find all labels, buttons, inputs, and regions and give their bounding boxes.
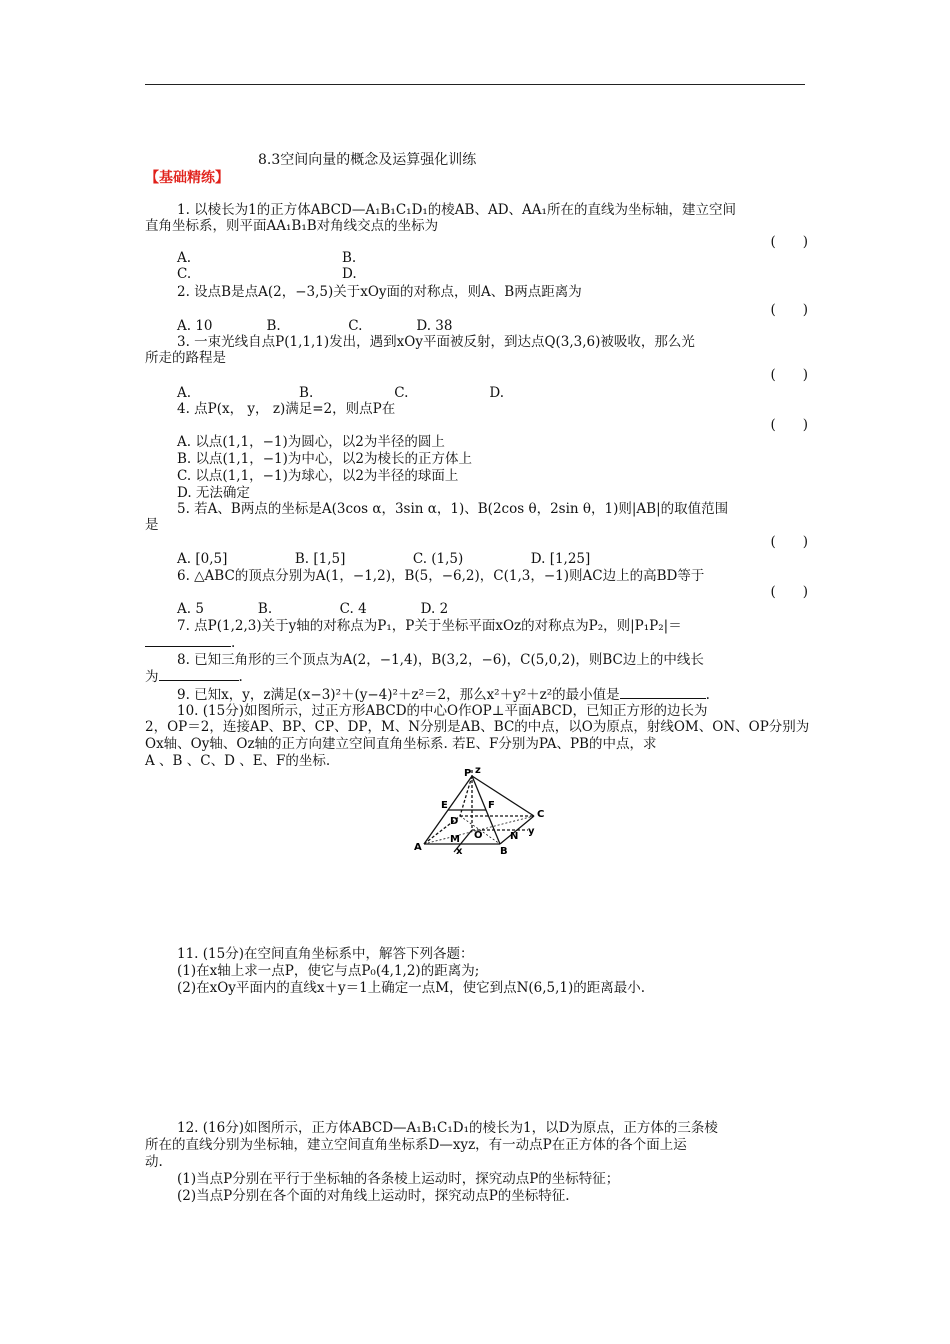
q3-answer-paren: ( ) — [770, 367, 808, 383]
q5-text: 5. 若A、B两点的坐标是A(3cos α，3sin α，1)、B(2cos θ，2sin θ，1)则|AB|的取值范围 — [177, 501, 729, 517]
q12-text: 12. (16分)如图所示，正方体ABCD—A₁B₁C₁D₁的棱长为1，以D为原点，正方体的三条棱 — [177, 1120, 718, 1136]
q4-option-c: C. 以点(1,1，−1)为球心，以2为半径的球面上 — [177, 468, 459, 484]
section-heading: 【基础精练】 — [145, 170, 229, 186]
label-o: O — [474, 830, 483, 841]
pyramid-figure — [410, 762, 550, 858]
q7-answer-blank[interactable] — [145, 634, 231, 647]
label-b: B — [500, 846, 508, 857]
label-e: E — [441, 800, 448, 811]
label-z: z — [475, 765, 481, 776]
q1-option-c: C. — [177, 266, 192, 282]
q1-text-cont: 直角坐标系，则平面AA₁B₁B对角线交点的坐标为 — [145, 218, 439, 234]
q10-text-3: Ox轴、Oy轴、Oz轴的正方向建立空间直角坐标系. 若E、F分别为PA、PB的中点，求 — [145, 736, 657, 752]
q12-text-3: 动. — [145, 1154, 163, 1170]
q7-answer-line: . — [145, 634, 235, 651]
header-rule — [145, 84, 805, 85]
q5-text-cont: 是 — [145, 517, 159, 533]
q4-option-d: D. 无法确定 — [177, 485, 250, 501]
q11-part-2: (2)在xOy平面内的直线x＋y＝1上确定一点M，使它到点N(6,5,1)的距离最小. — [177, 980, 646, 996]
q10-text-2: 2，OP＝2，连接AP、BP、CP、DP，M、N分别是AB、BC的中点，以O为原点，射线OM、ON、OP分别为 — [145, 719, 810, 735]
label-d: D — [450, 816, 459, 827]
q8-text: 8. 已知三角形的三个顶点为A(2，−1,4)，B(3,2，−6)，C(5,0,2)，则BC边上的中线长 — [177, 652, 704, 668]
q2-options: A. 10 B. C. D. 38 — [177, 318, 453, 334]
q3-text: 3. 一束光线自点P(1,1,1)发出，遇到xOy平面被反射，到达点Q(3,3,6)被吸收，那么光 — [177, 334, 695, 350]
q2-text: 2. 设点B是点A(2，−3,5)关于xOy面的对称点，则A、B两点距离为 — [177, 284, 582, 300]
label-y: y — [528, 826, 535, 837]
q6-text: 6. △ABC的顶点分别为A(1，−1,2)，B(5，−6,2)，C(1,3，−1)则AC边上的高BD等于 — [177, 568, 705, 584]
q1-answer-paren: ( ) — [770, 234, 808, 250]
q6-answer-paren: ( ) — [770, 584, 808, 600]
q10-text: 10. (15分)如图所示，过正方形ABCD的中心O作OP⊥平面ABCD，已知正方形的边长为 — [177, 703, 708, 719]
q4-option-b: B. 以点(1,1，−1)为中心，以2为棱长的正方体上 — [177, 451, 472, 467]
q12-part-2: (2)当点P分别在各个面的对角线上运动时，探究动点P的坐标特征. — [177, 1188, 570, 1204]
page-title: 8.3空间向量的概念及运算强化训练 — [258, 152, 477, 168]
q9-line: 9. 已知x，y，z满足(x−3)²＋(y−4)²＋z²＝2，那么x²＋y²＋z²的最小值是 . — [177, 687, 710, 703]
q5-answer-paren: ( ) — [770, 534, 808, 550]
q12-part-1: (1)当点P分别在平行于坐标轴的各条棱上运动时，探究动点P的坐标特征； — [177, 1171, 620, 1187]
q4-text: 4. 点P(x， y， z)满足=2，则点P在 — [177, 401, 396, 417]
q3-text-cont: 所走的路程是 — [145, 350, 226, 366]
q8-answer-blank[interactable] — [159, 668, 239, 681]
q1-option-b: B. — [342, 250, 357, 266]
label-a: A — [414, 842, 422, 853]
q5-options: A. [0,5] B. [1,5] C. (1,5) D. [1,25] — [177, 551, 591, 567]
label-c: C — [537, 809, 545, 820]
label-f: F — [488, 800, 495, 811]
q11-part-1: (1)在x轴上求一点P，使它与点P₀(4,1,2)的距离为; — [177, 963, 480, 979]
q1-option-a: A. — [177, 250, 192, 266]
q1-text: 1. 以棱长为1的正方体ABCD—A₁B₁C₁D₁的棱AB、AD、AA₁所在的直线为坐标轴，建立空间 — [177, 202, 736, 218]
q1-option-d: D. — [342, 266, 357, 282]
label-n: N — [510, 831, 519, 842]
q3-options: A. B. C. D. — [177, 385, 505, 401]
q12-text-2: 所在的直线分别为坐标轴，建立空间直角坐标系D—xyz，有一动点P在正方体的各个面上运 — [145, 1137, 687, 1153]
q4-option-a: A. 以点(1,1，−1)为圆心，以2为半径的圆上 — [177, 434, 445, 450]
q9-answer-blank[interactable] — [620, 686, 706, 699]
label-m: M — [450, 834, 460, 845]
q11-text: 11. (15分)在空间直角坐标系中，解答下列各题： — [177, 946, 474, 962]
q8-answer-line: 为 . — [145, 669, 243, 685]
q10-text-4: A 、B 、C、D 、E、F的坐标. — [145, 753, 331, 769]
q4-answer-paren: ( ) — [770, 417, 808, 433]
q6-options: A. 5 B. C. 4 D. 2 — [177, 601, 449, 617]
label-x: x — [456, 846, 463, 857]
q2-answer-paren: ( ) — [770, 302, 808, 318]
label-p: P — [464, 768, 472, 779]
q7-text: 7. 点P(1,2,3)关于y轴的对称点为P₁，P关于坐标平面xOz的对称点为P₂，则|P₁P₂|＝ — [177, 618, 682, 634]
